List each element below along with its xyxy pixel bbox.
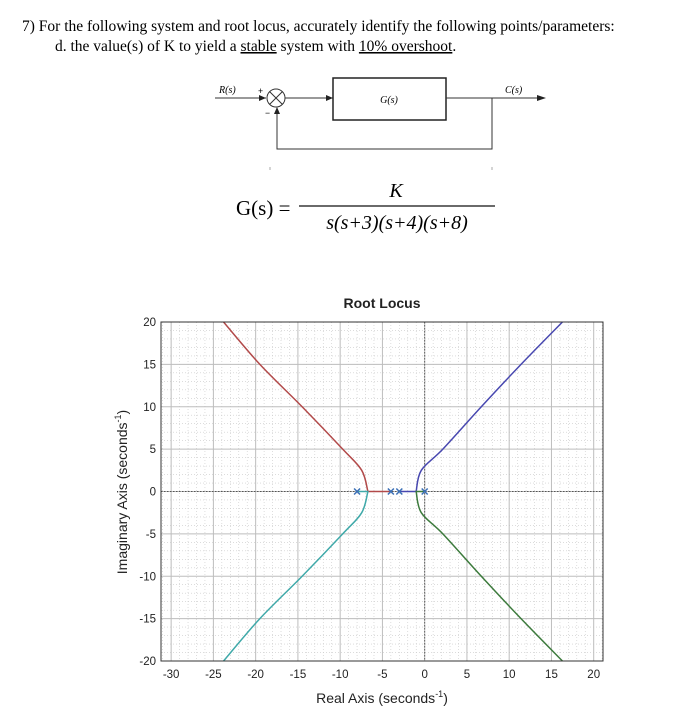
question-stable-emphasis: stable xyxy=(240,38,277,55)
root-locus-chart xyxy=(113,295,603,706)
block-diagram xyxy=(215,78,546,170)
y-tick-label: -10 xyxy=(139,571,156,584)
x-tick-label: 5 xyxy=(463,669,471,681)
y-tick-label: 20 xyxy=(143,317,156,329)
x-tick-label: -25 xyxy=(205,669,222,681)
y-axis-label-sup: -1 xyxy=(113,414,123,423)
x-tick-label: -5 xyxy=(377,669,388,681)
y-axis-label xyxy=(113,410,130,574)
question-line-2 xyxy=(55,38,456,55)
block-label: G(s) xyxy=(380,95,398,106)
y-tick-label: 0 xyxy=(149,486,156,499)
output-label: C(s) xyxy=(505,85,523,96)
arrow-icon xyxy=(537,95,546,101)
x-tick-label: -20 xyxy=(247,669,264,681)
question-part-text: . xyxy=(452,38,457,55)
x-tick-label: 15 xyxy=(545,669,558,681)
y-tick-label: -5 xyxy=(145,528,156,541)
x-tick-label: 20 xyxy=(587,669,601,681)
y-axis-label-text: Imaginary Axis (seconds xyxy=(114,422,130,575)
y-tick-label: -20 xyxy=(139,656,156,668)
x-tick-label: -15 xyxy=(289,669,307,681)
x-tick-label: 10 xyxy=(502,669,516,681)
equation-numerator: K xyxy=(389,180,403,202)
x-tick-label: -10 xyxy=(331,669,349,681)
x-axis-label-text: Real Axis (seconds xyxy=(316,690,436,706)
input-label: R(s) xyxy=(219,85,236,96)
equation-lhs: G(s) = xyxy=(236,196,291,220)
question-part-text: system with xyxy=(276,38,359,55)
x-axis-label-sup: -1 xyxy=(435,689,444,699)
question-line-1: 7) For the following system and root locus, accurately identify the following points/parameters: xyxy=(22,18,615,35)
question-overshoot-emphasis: 10% overshoot xyxy=(358,38,453,55)
arrow-icon xyxy=(326,95,333,101)
y-tick-label: 5 xyxy=(149,444,156,457)
minus-sign: − xyxy=(265,108,271,118)
y-axis-label-end: ) xyxy=(114,409,130,415)
x-tick-label: 0 xyxy=(421,669,428,681)
y-tick-label: -15 xyxy=(139,613,156,626)
x-tick-label: -30 xyxy=(162,669,180,681)
x-axis-label xyxy=(316,689,448,706)
y-tick-label: 15 xyxy=(143,359,156,372)
equation-denominator: s(s+3)(s+4)(s+8) xyxy=(326,212,468,234)
y-tick-label: 10 xyxy=(143,401,156,414)
plus-sign: + xyxy=(258,86,264,96)
x-axis-label-end: ) xyxy=(443,690,448,706)
arrow-icon xyxy=(274,107,280,114)
question-part-text: d. the value(s) of K to yield a xyxy=(55,38,241,55)
chart-title: Root Locus xyxy=(343,295,421,311)
